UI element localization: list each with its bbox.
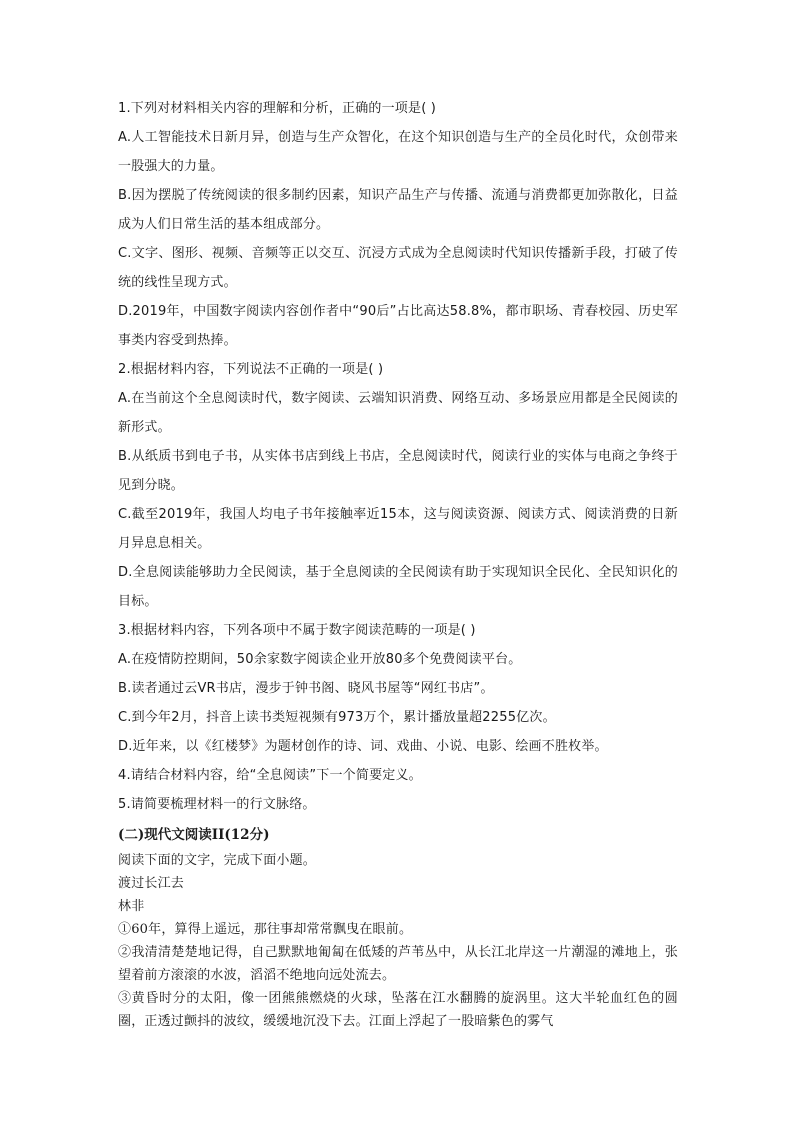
exam-page: [118, 94, 678, 1033]
question-5-stem: 5.请简要梳理材料一的行文脉络。: [118, 797, 316, 812]
question-2-stem: 2.根据材料内容，下列说法不正确的一项是( ): [118, 362, 384, 377]
question-2-option-c: C.截至2019年，我国人均电子书年接触率近15本，这与阅读资源、阅读方式、阅读消费的日新月异息息相关。: [118, 507, 678, 551]
question-2-option-a: A.在当前这个全息阅读时代，数字阅读、云端知识消费、网络互动、多场景应用都是全民阅读的新形式。: [118, 391, 678, 435]
article-title: 渡过长江去: [118, 876, 185, 891]
question-1-option-d: D.2019年，中国数字阅读内容创作者中“90后”占比高达58.8%，都市职场、青春校园、历史军事类内容受到热捧。: [118, 304, 678, 348]
section-2-instruction: 阅读下面的文字，完成下面小题。: [118, 853, 317, 868]
article-paragraph-2: ②我清清楚楚地记得，自己默默地匍匐在低矮的芦苇丛中，从长江北岸这一片潮湿的滩地上，张望着前方滚滚的水波，滔滔不绝地向远处流去。: [118, 945, 678, 983]
question-3-stem: 3.根据材料内容，下列各项中不属于数字阅读范畴的一项是( ): [118, 623, 476, 638]
article-paragraph-1: ①60年，算得上遥远，那往事却常常飘曳在眼前。: [118, 922, 413, 937]
question-1-option-c: C.文字、图形、视频、音频等正以交互、沉浸方式成为全息阅读时代知识传播新手段，打破了传统的线性呈现方式。: [118, 246, 678, 290]
question-4-stem: 4.请结合材料内容，给“全息阅读”下一个简要定义。: [118, 768, 422, 783]
article-author: 林非: [118, 899, 145, 914]
question-3-option-b: B.读者通过云VR书店，漫步于钟书阁、晓风书屋等“网红书店”。: [118, 681, 494, 696]
question-1-option-b: B.因为摆脱了传统阅读的很多制约因素，知识产品生产与传播、流通与消费都更加弥散化，日益成为人们日常生活的基本组成部分。: [118, 188, 678, 232]
question-2-option-b: B.从纸质书到电子书，从实体书店到线上书店，全息阅读时代，阅读行业的实体与电商之争终于见到分晓。: [118, 449, 678, 493]
question-3-option-c: C.到今年2月，抖音上读书类短视频有973万个，累计播放量超2255亿次。: [118, 710, 556, 725]
question-3-option-a: A.在疫情防控期间，50余家数字阅读企业开放80多个免费阅读平台。: [118, 652, 522, 667]
section-2-heading: (二)现代文阅读II(12分): [118, 827, 270, 843]
article-paragraph-3: ③黄昏时分的太阳，像一团熊熊燃烧的火球，坠落在江水翻腾的旋涡里。这大半轮血红色的圆圈，正透过颤抖的波纹，缓缓地沉没下去。江面上浮起了一股暗紫色的雾气: [118, 991, 678, 1029]
question-3-option-d: D.近年来，以《红楼梦》为题材创作的诗、词、戏曲、小说、电影、绘画不胜枚举。: [118, 739, 608, 754]
question-1-stem: 1.下列对材料相关内容的理解和分析，正确的一项是( ): [118, 101, 437, 116]
question-2-option-d: D.全息阅读能够助力全民阅读，基于全息阅读的全民阅读有助于实现知识全民化、全民知识化的目标。: [118, 565, 678, 609]
question-1-option-a: A.人工智能技术日新月异，创造与生产众智化，在这个知识创造与生产的全员化时代，众创带来一股强大的力量。: [118, 130, 678, 174]
